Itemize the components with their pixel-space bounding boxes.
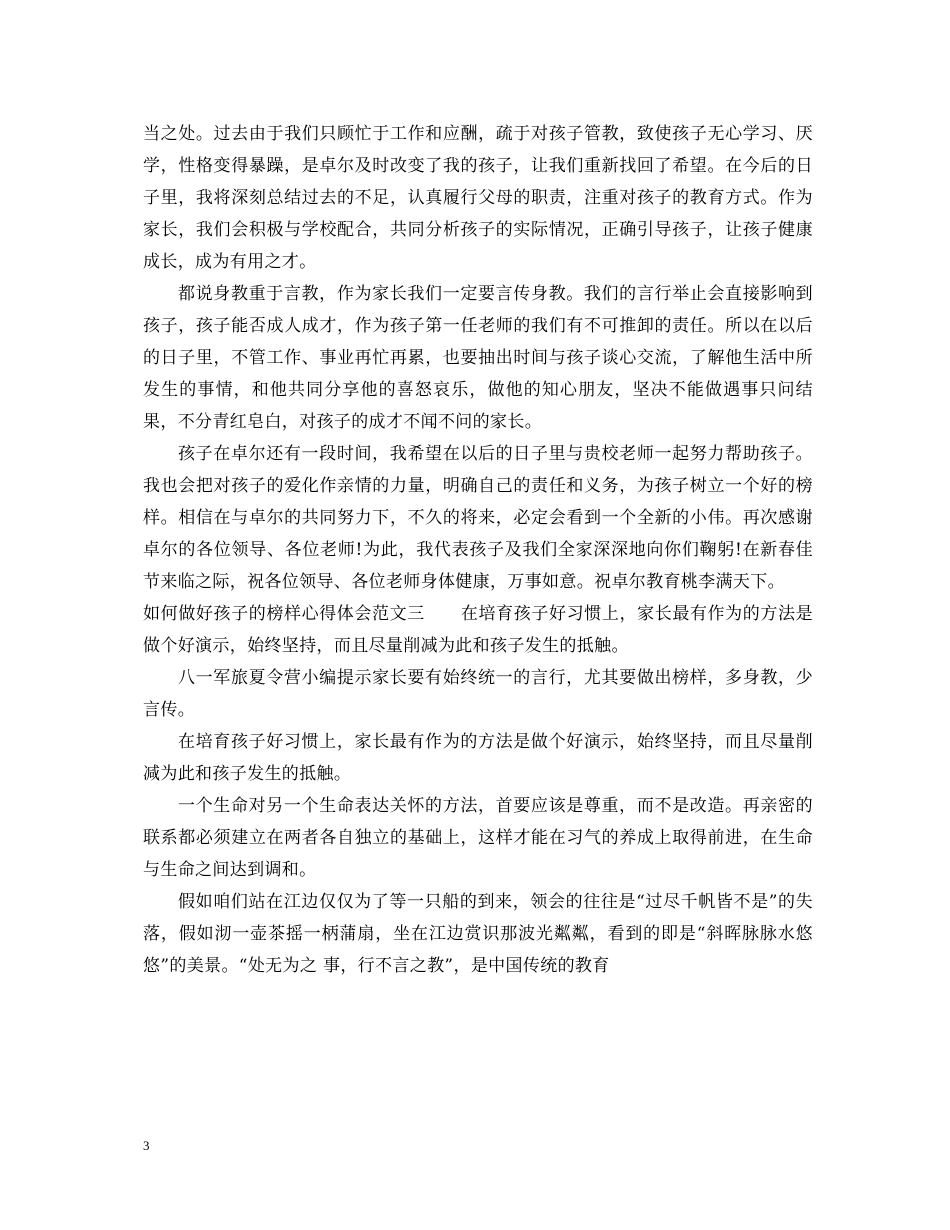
section-heading-paragraph <box>143 598 813 662</box>
paragraph: 在培育孩子好习惯上，家长最有作为的方法是做个好演示，始终坚持，而且尽量削减为此和孩子发生的抵触。 <box>143 732 813 784</box>
section-lead-text: 在培育孩子好习惯上，家长最有作为的方法是做个好演示，始终坚持，而且尽量削减为此和孩子发生的抵触。 <box>143 604 814 656</box>
section-title: 如何做好孩子的榜样心得体会范文三 <box>143 604 425 624</box>
paragraph: 都说身教重于言教，作为家长我们一定要言传身教。我们的言行举止会直接影响到孩子，孩子能否成人成才，作为孩子第一任老师的我们有不可推卸的责任。所以在以后的日子里，不管工作、事业再忙再累，也要抽出时间与孩子谈心交流，了解他生活中所发生的事情，和他共同分享他的喜怒哀乐，做他的知心朋友，坚决不能做遇事只问结果，不分青红皂白，对孩子的成才不闻不问的家长。 <box>143 284 813 432</box>
paragraph: 孩子在卓尔还有一段时间，我希望在以后的日子里与贵校老师一起努力帮助孩子。我也会把对孩子的爱化作亲情的力量，明确自己的责任和义务，为孩子树立一个好的榜样。相信在与卓尔的共同努力下，不久的将来，必定会看到一个全新的小伟。再次感谢卓尔的各位领导、各位老师!为此，我代表孩子及我们全家深深地向你们鞠躬!在新春佳节来临之际，祝各位领导、各位老师身体健康，万事如意。祝卓尔教育桃李满天下。 <box>143 444 813 592</box>
document-body <box>143 118 813 982</box>
paragraph-continued: 当之处。过去由于我们只顾忙于工作和应酬，疏于对孩子管教，致使孩子无心学习、厌学，性格变得暴躁，是卓尔及时改变了我的孩子，让我们重新找回了希望。在今后的日子里，我将深刻总结过去的不足，认真履行父母的职责，注重对孩子的教育方式。作为家长，我们会积极与学校配合，共同分析孩子的实际情况，正确引导孩子，让孩子健康成长，成为有用之才。 <box>143 124 813 272</box>
paragraph: 假如咱们站在江边仅仅为了等一只船的到来，领会的往往是“过尽千帆皆不是”的失落，假如沏一壶茶摇一柄蒲扇，坐在江边赏识那波光粼粼，看到的即是“斜晖脉脉水悠悠”的美景。“处无为之 事，行不言之教”，是中国传统的教育 <box>143 892 813 976</box>
page-number: 3 <box>143 1138 150 1153</box>
paragraph: 一个生命对另一个生命表达关怀的方法，首要应该是尊重，而不是改造。再亲密的联系都必须建立在两者各自独立的基础上，这样才能在习气的养成上取得前进，在生命与生命之间达到调和。 <box>143 796 813 880</box>
paragraph: 八一军旅夏令营小编提示家长要有始终统一的言行，尤其要做出榜样，多身教，少言传。 <box>143 668 813 720</box>
